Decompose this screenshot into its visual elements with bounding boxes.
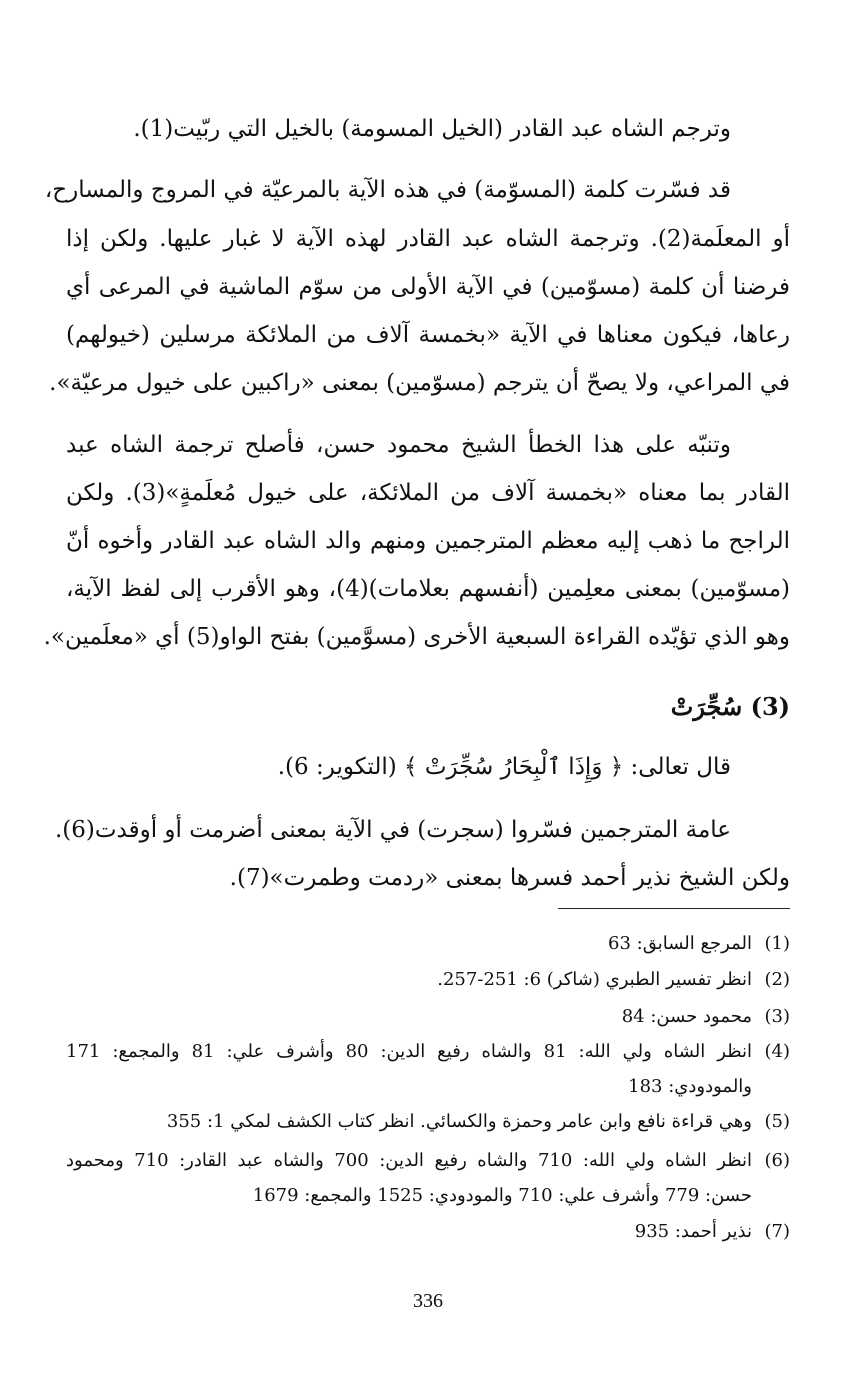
text-line: وترجم الشاه عبد القادر (الخيل المسومة) بالخيل التي ربّيت(1). — [133, 116, 731, 142]
footnote — [66, 928, 790, 959]
text-line: عامة المترجمين فسّروا (سجرت) في الآية بمعنى أضرمت أو أوقدت(6). — [54, 817, 731, 843]
text-line: رعاها، فيكون معناها في الآية «بخمسة آلاف من الملائكة مرسلين (خيولهم) — [66, 322, 790, 348]
footnote-continuation: والمودودي: 183 — [628, 1076, 752, 1097]
footnote — [66, 1036, 790, 1067]
footnote-number: (3) — [764, 1006, 790, 1027]
footnote-text: انظر الشاه ولي الله: 81 والشاه رفيع الدين: 80 وأشرف علي: 81 والمجمع: 171 — [66, 1041, 752, 1062]
footnote-number: (1) — [764, 933, 790, 954]
text-line: (مسوّمين) بمعنى معلِمين (أنفسهم بعلامات)(4)، وهو الأقرب إلى لفظ الآية، — [66, 576, 790, 602]
text-line: القادر بما معناه «بخمسة آلاف من الملائكة، على خيول مُعلَمةٍ»(3). ولكن — [66, 480, 790, 506]
footnote — [66, 1216, 790, 1247]
page-number: 336 — [413, 1290, 443, 1312]
text-line: الراجح ما ذهب إليه معظم المترجمين ومنهم والد الشاه عبد القادر وأخوه أنّ — [66, 528, 790, 554]
footnote-number: (4) — [764, 1041, 790, 1062]
footnote — [66, 1001, 790, 1032]
footnote — [66, 1145, 790, 1176]
footnote-number: (5) — [764, 1111, 790, 1132]
footnote-number: (2) — [764, 969, 790, 990]
text-line: وتنبّه على هذا الخطأ الشيخ محمود حسن، فأصلح ترجمة الشاه عبد — [66, 432, 731, 458]
footnote-text: المرجع السابق: 63 — [608, 933, 752, 954]
footnote-text: انظر تفسير الطبري (شاكر) 6: 251-257. — [437, 969, 752, 990]
text-line: وهو الذي تؤيّده القراءة السبعية الأخرى (مسوَّمين) بفتح الواو(5) أي «معلَمين». — [43, 624, 790, 650]
text-line: قد فسّرت كلمة (المسوّمة) في هذه الآية بالمرعيّة في المروج والمسارح، — [44, 177, 731, 203]
footnote-text: انظر الشاه ولي الله: 710 والشاه رفيع الدين: 700 والشاه عبد القادر: 710 ومحمود — [66, 1150, 752, 1171]
footnote-continuation: حسن: 779 وأشرف علي: 710 والمودودي: 1525 والمجمع: 1679 — [252, 1185, 752, 1206]
footnote-text: نذير أحمد: 935 — [634, 1221, 752, 1242]
section-heading: (3) سُجِّرَتْ — [670, 692, 790, 721]
text-line: أو المعلَمة(2). وترجمة الشاه عبد القادر لهذه الآية لا غبار عليها. ولكن إذا — [66, 226, 790, 252]
footnote — [66, 1106, 790, 1137]
text-line: ولكن الشيخ نذير أحمد فسرها بمعنى «ردمت وطمرت»(7). — [229, 865, 790, 891]
quote-line: قال تعالى: ﴿ وَإِذَا ٱلْبِحَارُ سُجِّرَتْ ﴾ (التكوير: 6). — [277, 754, 731, 780]
text-line: في المراعي، ولا يصحّ أن يترجم (مسوّمين) بمعنى «راكبين على خيول مرعيّة». — [49, 370, 790, 396]
footnote-number: (7) — [764, 1221, 790, 1242]
footnote-number: (6) — [764, 1150, 790, 1171]
footnote-text: محمود حسن: 84 — [621, 1006, 752, 1027]
footnote-text: وهي قراءة نافع وابن عامر وحمزة والكسائي. انظر كتاب الكشف لمكي 1: 355 — [166, 1111, 752, 1132]
footnote-divider — [558, 908, 790, 909]
text-line: فرضنا أن كلمة (مسوّمين) في الآية الأولى من سوّم الماشية في المرعى أي — [66, 274, 790, 300]
footnote — [66, 964, 790, 995]
